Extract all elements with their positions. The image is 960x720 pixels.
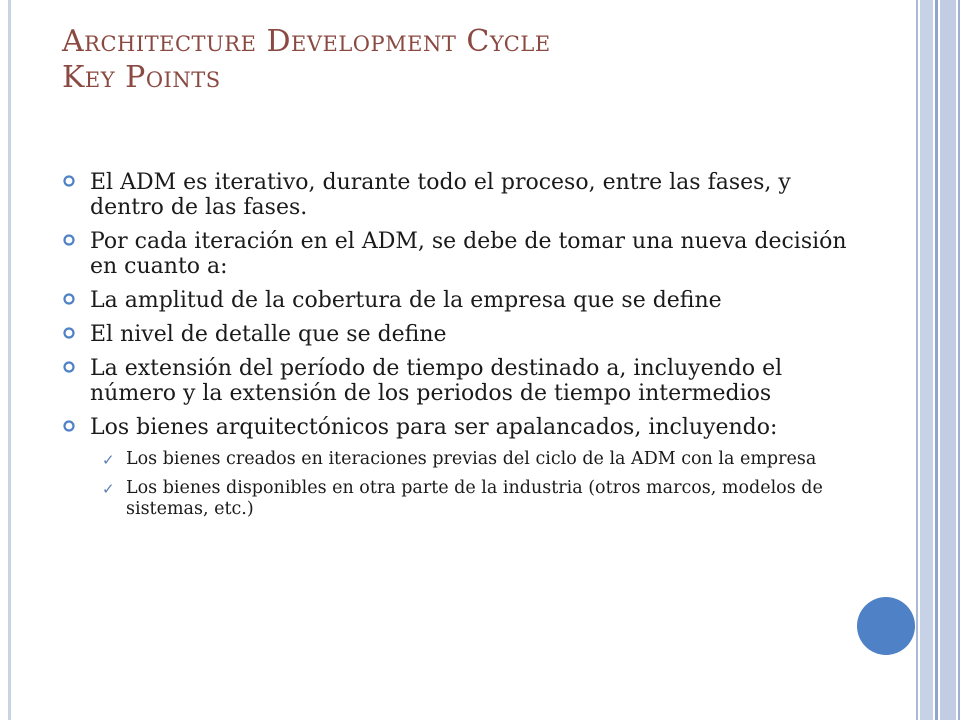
checkmark-icon: ✓ bbox=[102, 451, 115, 469]
bullet-item bbox=[62, 170, 862, 220]
title-line-1: Architecture Development Cycle bbox=[62, 24, 551, 59]
bullet-text: El nivel de detalle que se define bbox=[90, 322, 447, 347]
ring-bullet-icon bbox=[62, 233, 76, 247]
blue-circle-decoration bbox=[857, 597, 915, 655]
bullet-text: La extensión del período de tiempo destinado a, incluyendo el número y la extensión de los periodos de tiempo intermedios bbox=[90, 356, 783, 406]
ring-bullet-icon bbox=[62, 360, 76, 374]
sub-bullet-text: Los bienes disponibles en otra parte de la industria (otros marcos, modelos de sistemas, etc.) bbox=[126, 478, 823, 519]
ring-bullet-icon bbox=[62, 292, 76, 306]
checkmark-icon: ✓ bbox=[102, 480, 115, 498]
bullet-list bbox=[62, 170, 862, 528]
left-border-line bbox=[8, 0, 11, 720]
bullet-item bbox=[62, 288, 862, 313]
bullet-text: Por cada iteración en el ADM, se debe de tomar una nueva decisión en cuanto a: bbox=[90, 229, 847, 279]
sub-bullet-item bbox=[62, 478, 862, 520]
bullet-text: Los bienes arquitectónicos para ser apalancados, incluyendo: bbox=[90, 415, 778, 440]
title-line-2: Key Points bbox=[62, 60, 221, 95]
ring-bullet-icon bbox=[62, 174, 76, 188]
ring-bullet-icon bbox=[62, 326, 76, 340]
right-decorative-stripes bbox=[916, 0, 960, 720]
bullet-text: La amplitud de la cobertura de la empresa que se define bbox=[90, 288, 722, 313]
bullet-item bbox=[62, 322, 862, 347]
sub-bullet-item bbox=[62, 449, 862, 470]
bullet-item bbox=[62, 356, 862, 406]
ring-bullet-icon bbox=[62, 419, 76, 433]
bullet-item bbox=[62, 415, 862, 440]
bullet-item bbox=[62, 229, 862, 279]
bullet-text: El ADM es iterativo, durante todo el proceso, entre las fases, y dentro de las fases. bbox=[90, 170, 791, 220]
slide-title bbox=[62, 24, 902, 96]
sub-bullet-text: Los bienes creados en iteraciones previas del ciclo de la ADM con la empresa bbox=[126, 449, 817, 469]
